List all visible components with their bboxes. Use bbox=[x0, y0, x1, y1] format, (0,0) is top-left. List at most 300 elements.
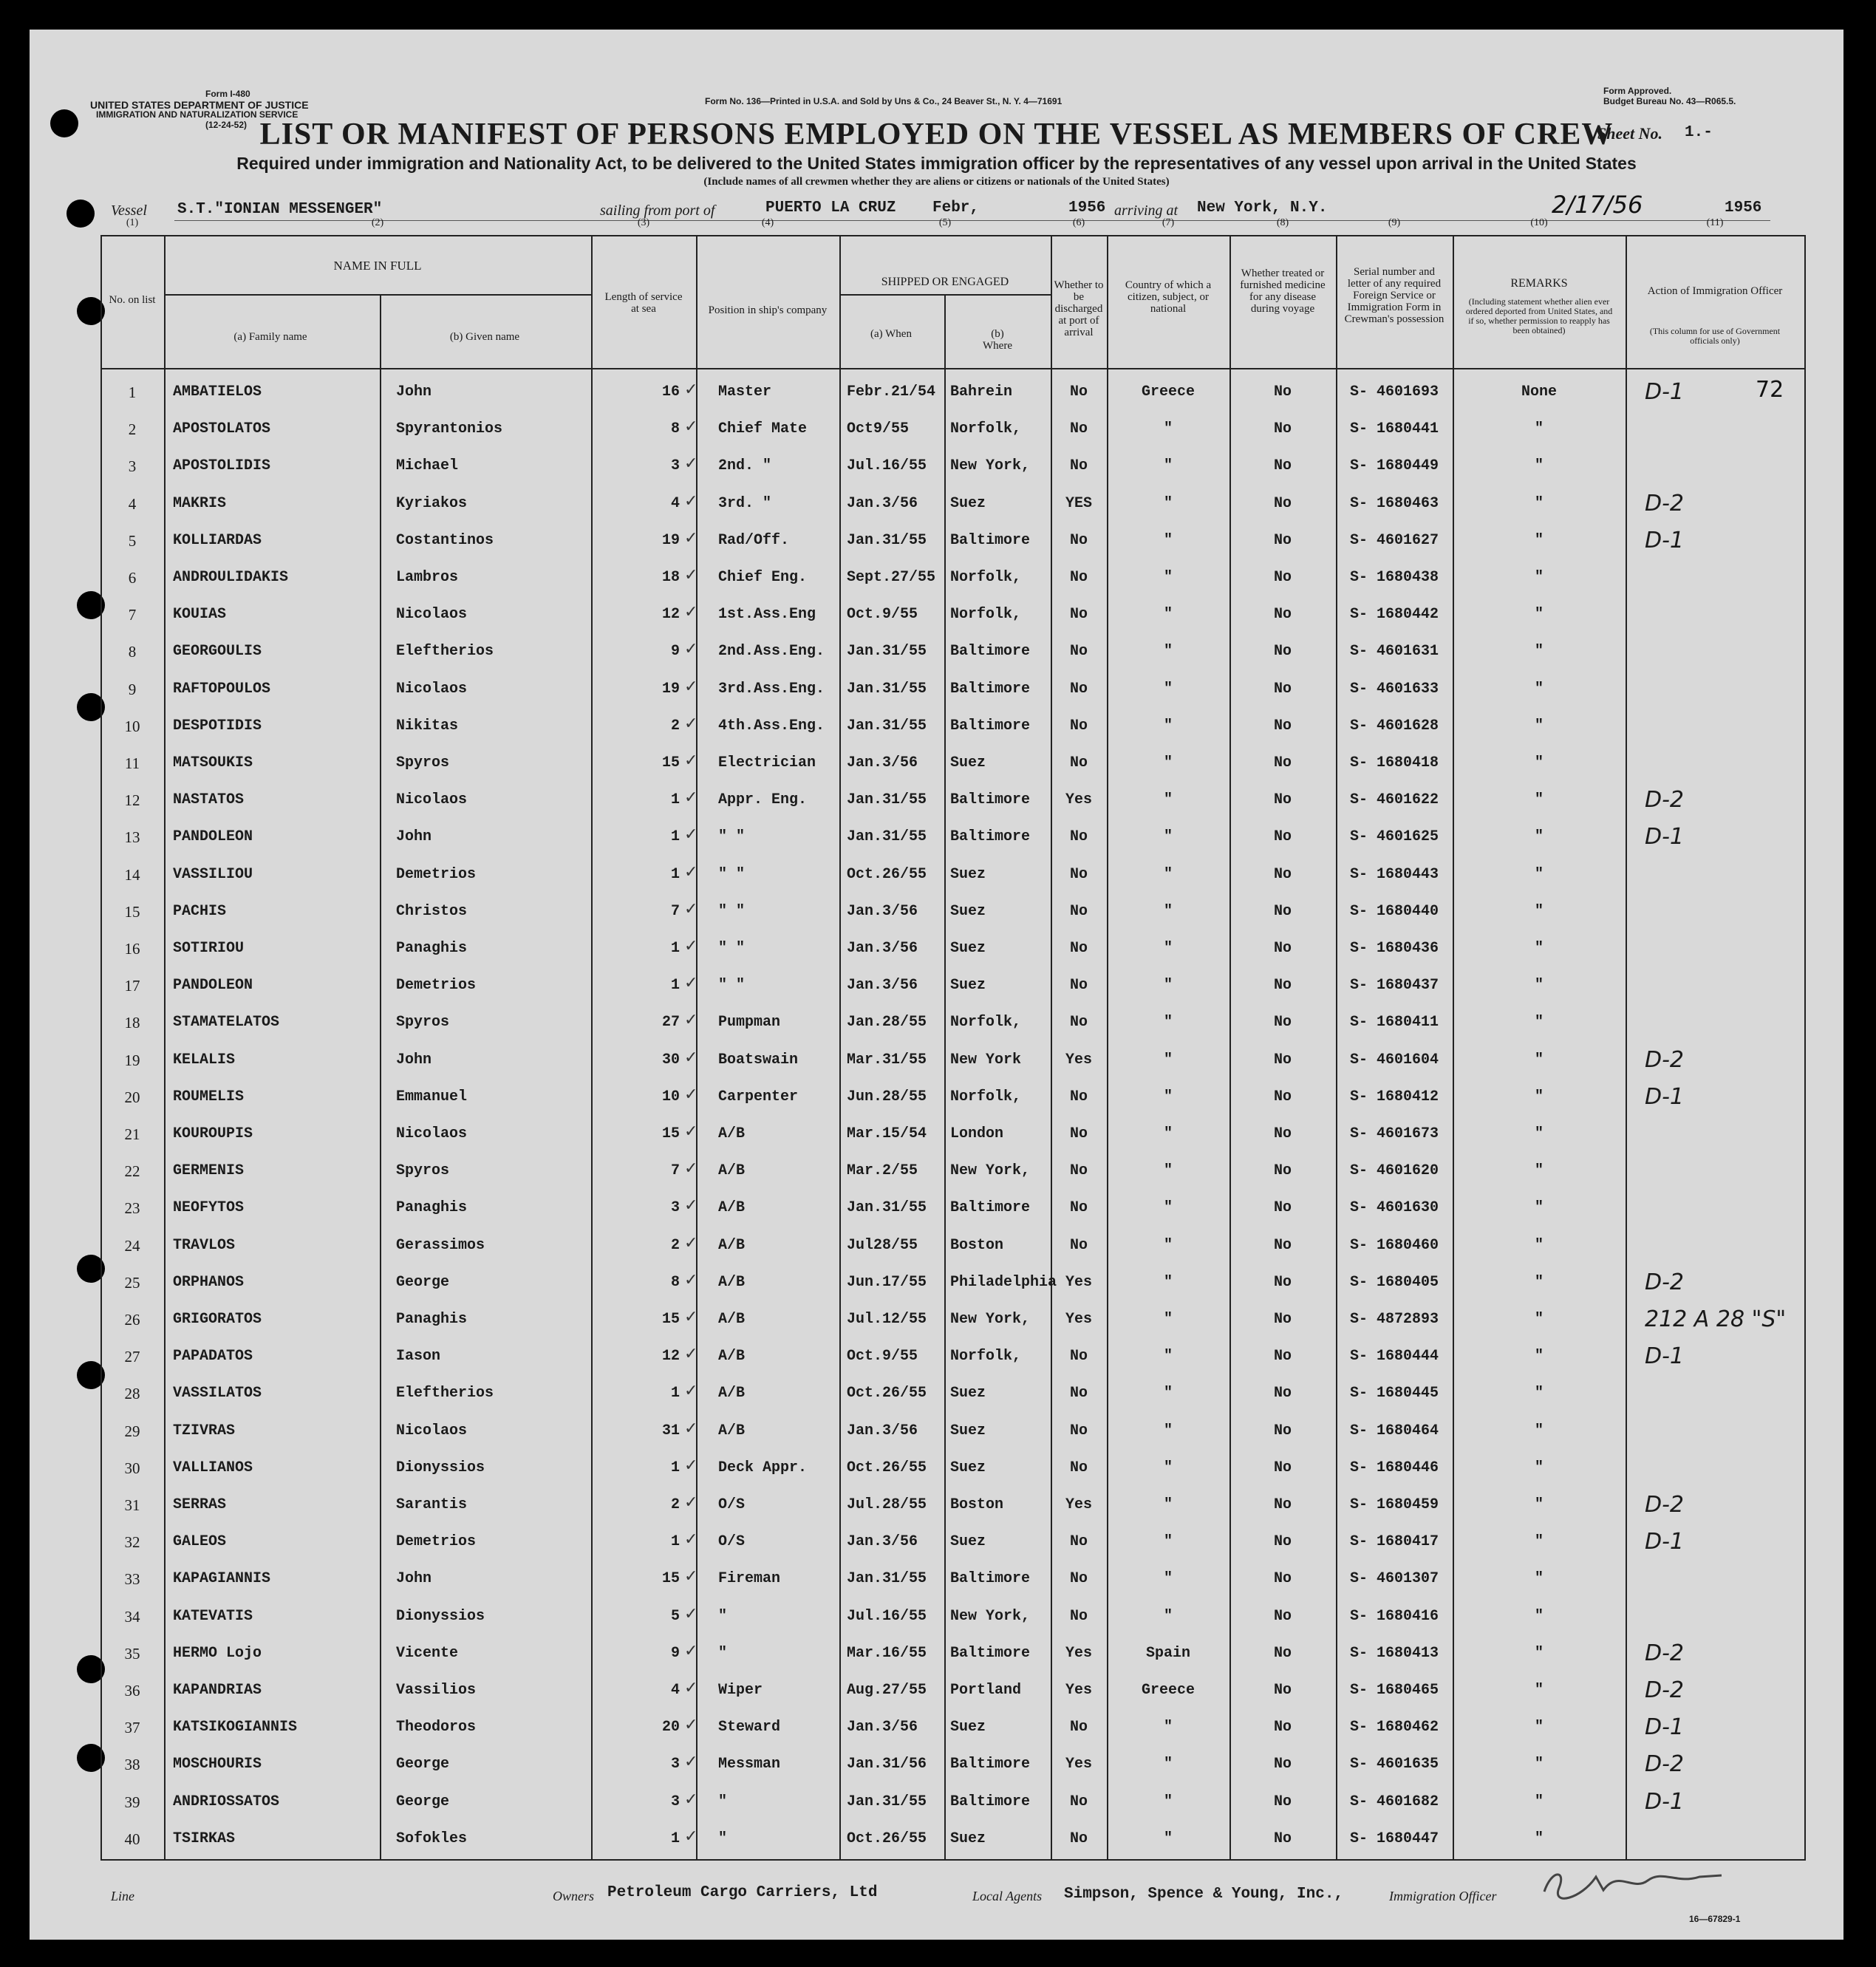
shipped-when: Jan.31/55 bbox=[847, 531, 927, 549]
col11-number: (11) bbox=[1706, 217, 1724, 228]
shipped-when: Jan.3/56 bbox=[847, 1422, 918, 1439]
position: " " bbox=[718, 828, 746, 846]
shipped-where: Norfolk, bbox=[950, 569, 1022, 586]
serial-number: S- 1680446 bbox=[1349, 1459, 1439, 1476]
service-length: 7 bbox=[670, 902, 680, 920]
shipped-where: Suez bbox=[950, 865, 986, 883]
shipped-where: Baltimore bbox=[950, 717, 1031, 734]
country: " bbox=[1163, 1459, 1173, 1476]
medicine: No bbox=[1273, 531, 1292, 549]
check-mark-icon: ✓ bbox=[684, 1269, 698, 1289]
row-number: 19 bbox=[124, 1051, 140, 1069]
serial-number: S- 4601630 bbox=[1349, 1199, 1439, 1217]
officer-action: D-2 bbox=[1645, 490, 1685, 517]
remarks: " bbox=[1534, 1311, 1544, 1328]
row-number: 27 bbox=[124, 1348, 140, 1366]
check-mark-icon: ✓ bbox=[684, 1678, 698, 1697]
discharge: No bbox=[1069, 940, 1088, 957]
family-name: KOUROUPIS bbox=[173, 1125, 253, 1142]
medicine: No bbox=[1273, 754, 1292, 771]
serial-number: S- 1680463 bbox=[1349, 494, 1439, 512]
given-name: Nicolaos bbox=[396, 680, 468, 698]
budget-bureau: Budget Bureau No. 43—R065.5. bbox=[1603, 96, 1736, 106]
family-name: KAPANDRIAS bbox=[173, 1682, 262, 1699]
shipped-where: Suez bbox=[950, 1422, 986, 1439]
shipped-where: Norfolk, bbox=[950, 1348, 1022, 1366]
shipped-where: Baltimore bbox=[950, 643, 1031, 661]
discharge: Yes bbox=[1065, 1273, 1092, 1291]
position: A/B bbox=[718, 1311, 746, 1328]
shipped-when: Jan.3/56 bbox=[847, 494, 918, 512]
col11-note: (This column for use of Government officials only) bbox=[1649, 326, 1781, 346]
position: A/B bbox=[718, 1385, 746, 1402]
position: A/B bbox=[718, 1348, 746, 1366]
officer-action bbox=[1645, 1004, 1800, 1041]
printer-line: Form No. 136—Printed in U.S.A. and Sold by Uns & Co., 24 Beaver St., N. Y. 4—71691 bbox=[705, 96, 1063, 106]
position: " " bbox=[718, 902, 746, 920]
row-number: 22 bbox=[124, 1162, 140, 1181]
check-mark-icon: ✓ bbox=[684, 973, 698, 992]
family-name: VASSILATOS bbox=[173, 1385, 262, 1402]
row-number: 39 bbox=[124, 1793, 140, 1811]
table-row bbox=[100, 967, 1804, 1004]
check-mark-icon: ✓ bbox=[684, 1307, 698, 1326]
service: IMMIGRATION AND NATURALIZATION SERVICE bbox=[96, 109, 299, 120]
medicine: No bbox=[1273, 1348, 1292, 1366]
country: " bbox=[1163, 1607, 1173, 1625]
col2a-header: (a) Family name bbox=[233, 331, 307, 343]
shipped-where: Norfolk, bbox=[950, 1088, 1022, 1105]
row-number: 24 bbox=[124, 1236, 140, 1255]
row-number: 31 bbox=[124, 1496, 140, 1514]
check-mark-icon: ✓ bbox=[684, 1233, 698, 1252]
serial-number: S- 1680444 bbox=[1349, 1348, 1439, 1366]
row-number: 23 bbox=[124, 1199, 140, 1218]
row-number: 8 bbox=[128, 643, 137, 661]
service-length: 1 bbox=[670, 940, 680, 957]
shipped-where: Boston bbox=[950, 1496, 1004, 1513]
check-mark-icon: ✓ bbox=[684, 751, 698, 769]
service-length: 12 bbox=[661, 1348, 680, 1366]
row-number: 20 bbox=[124, 1088, 140, 1106]
medicine: No bbox=[1273, 680, 1292, 698]
country: " bbox=[1163, 1385, 1173, 1402]
service-length: 1 bbox=[670, 1533, 680, 1551]
officer-action bbox=[1645, 893, 1800, 930]
shipped-when: Oct.9/55 bbox=[847, 1348, 918, 1366]
family-name: NASTATOS bbox=[173, 791, 245, 809]
remarks: " bbox=[1534, 1570, 1544, 1588]
check-mark-icon: ✓ bbox=[684, 1122, 698, 1140]
serial-number: S- 1680416 bbox=[1349, 1607, 1439, 1625]
service-length: 30 bbox=[661, 1051, 680, 1068]
col11-header: Action of Immigration Officer bbox=[1647, 285, 1783, 297]
country: " bbox=[1163, 680, 1173, 698]
officer-action bbox=[1645, 745, 1800, 782]
family-name: GERMENIS bbox=[173, 1162, 245, 1180]
medicine: No bbox=[1273, 1125, 1292, 1142]
position: " bbox=[718, 1644, 728, 1662]
family-name: PACHIS bbox=[173, 902, 227, 920]
col2-number: (2) bbox=[371, 217, 384, 228]
col2-header: NAME IN FULL bbox=[333, 259, 422, 273]
shipped-where: New York, bbox=[950, 1607, 1031, 1625]
family-name: HERMO Lojo bbox=[173, 1644, 262, 1662]
table-row bbox=[100, 819, 1804, 856]
shipped-where: Suez bbox=[950, 977, 986, 995]
discharge: No bbox=[1069, 1830, 1088, 1847]
remarks: " bbox=[1534, 680, 1544, 698]
check-mark-icon: ✓ bbox=[684, 528, 698, 547]
given-name: Eleftherios bbox=[396, 1385, 494, 1402]
remarks: " bbox=[1534, 1682, 1544, 1699]
shipped-when: Oct9/55 bbox=[847, 420, 910, 438]
given-name: Iason bbox=[396, 1348, 441, 1366]
col8-header: Whether treated or furnished medicine for any disease during voyage bbox=[1240, 267, 1326, 315]
officer-action: D-1 bbox=[1645, 1714, 1685, 1741]
table-row bbox=[100, 1709, 1804, 1746]
position: Fireman bbox=[718, 1570, 781, 1588]
remarks: " bbox=[1534, 1719, 1544, 1736]
serial-number: S- 1680417 bbox=[1349, 1533, 1439, 1551]
family-name: GRIGORATOS bbox=[173, 1311, 262, 1328]
family-name: APOSTOLIDIS bbox=[173, 457, 271, 475]
check-mark-icon: ✓ bbox=[684, 1381, 698, 1400]
sailing-label: sailing from port of bbox=[600, 202, 715, 219]
serial-number: S- 4601625 bbox=[1349, 828, 1439, 846]
medicine: No bbox=[1273, 791, 1292, 809]
row-number: 9 bbox=[128, 680, 137, 698]
medicine: No bbox=[1273, 569, 1292, 586]
table-row bbox=[100, 1375, 1804, 1412]
shipped-where: Norfolk, bbox=[950, 606, 1022, 624]
country: " bbox=[1163, 940, 1173, 957]
given-name: Nikitas bbox=[396, 717, 459, 734]
row-number: 30 bbox=[124, 1459, 140, 1477]
country: " bbox=[1163, 1162, 1173, 1180]
shipped-when: Jun.17/55 bbox=[847, 1273, 927, 1291]
remarks: " bbox=[1534, 1273, 1544, 1291]
row-number: 40 bbox=[124, 1830, 140, 1848]
col10-number: (10) bbox=[1530, 217, 1548, 228]
given-name: Panaghis bbox=[396, 1311, 468, 1328]
serial-number: S- 1680464 bbox=[1349, 1422, 1439, 1439]
discharge: No bbox=[1069, 1570, 1088, 1588]
remarks: " bbox=[1534, 643, 1544, 661]
country: " bbox=[1163, 1051, 1173, 1068]
remarks: " bbox=[1534, 902, 1544, 920]
given-name: Vassilios bbox=[396, 1682, 477, 1699]
country: " bbox=[1163, 1570, 1173, 1588]
shipped-where: Norfolk, bbox=[950, 1014, 1022, 1032]
service-length: 1 bbox=[670, 1830, 680, 1847]
table-row bbox=[100, 856, 1804, 893]
check-mark-icon: ✓ bbox=[684, 454, 698, 473]
shipped-when: Mar.31/55 bbox=[847, 1051, 927, 1068]
serial-number: S- 4601622 bbox=[1349, 791, 1439, 809]
discharge: No bbox=[1069, 643, 1088, 661]
discharge: Yes bbox=[1065, 1051, 1092, 1068]
service-length: 8 bbox=[670, 420, 680, 438]
position: A/B bbox=[718, 1199, 746, 1217]
country: " bbox=[1163, 717, 1173, 734]
officer-label: Immigration Officer bbox=[1389, 1889, 1497, 1903]
officer-action bbox=[1645, 1190, 1800, 1227]
table-row bbox=[100, 1524, 1804, 1561]
discharge: No bbox=[1069, 1199, 1088, 1217]
table-row bbox=[100, 633, 1804, 670]
arrival-year: 1956 bbox=[1725, 200, 1762, 217]
shipped-when: Oct.9/55 bbox=[847, 606, 918, 624]
crew-table bbox=[100, 217, 1806, 1861]
medicine: No bbox=[1273, 1644, 1292, 1662]
officer-action bbox=[1645, 1821, 1800, 1858]
officer-action: D-2 bbox=[1645, 1269, 1685, 1295]
officer-action: D-1 bbox=[1645, 1083, 1685, 1110]
medicine: No bbox=[1273, 383, 1292, 400]
country: Greece bbox=[1141, 383, 1195, 400]
family-name: VASSILIOU bbox=[173, 865, 253, 883]
sheet-number: 1.- bbox=[1685, 124, 1713, 141]
row-number: 11 bbox=[124, 754, 140, 772]
officer-action bbox=[1645, 856, 1800, 893]
col3-header: Length of service at sea bbox=[604, 291, 683, 315]
service-length: 20 bbox=[661, 1719, 680, 1736]
country: Spain bbox=[1145, 1644, 1190, 1662]
family-name: PANDOLEON bbox=[173, 828, 253, 846]
serial-number: S- 4601627 bbox=[1349, 531, 1439, 549]
serial-number: S- 4601631 bbox=[1349, 643, 1439, 661]
service-length: 19 bbox=[661, 531, 680, 549]
row-number: 3 bbox=[128, 457, 137, 476]
position: 2nd.Ass.Eng. bbox=[718, 643, 825, 661]
service-length: 7 bbox=[670, 1162, 680, 1180]
given-name: Michael bbox=[396, 457, 459, 475]
remarks: " bbox=[1534, 457, 1544, 475]
country: " bbox=[1163, 1088, 1173, 1105]
arriving-port: New York, N.Y. bbox=[1197, 200, 1328, 217]
col6-header: Whether to be discharged at port of arrival bbox=[1054, 279, 1104, 338]
row-number: 34 bbox=[124, 1607, 140, 1626]
table-row bbox=[100, 1004, 1804, 1041]
check-mark-icon: ✓ bbox=[684, 565, 698, 584]
given-name: Spyros bbox=[396, 754, 450, 771]
remarks: " bbox=[1534, 531, 1544, 549]
position: 3rd. " bbox=[718, 494, 772, 512]
shipped-when: Febr.21/54 bbox=[847, 383, 936, 400]
service-length: 15 bbox=[661, 1311, 680, 1328]
check-mark-icon: ✓ bbox=[684, 602, 698, 621]
remarks: " bbox=[1534, 494, 1544, 512]
medicine: No bbox=[1273, 1496, 1292, 1513]
serial-number: S- 4601604 bbox=[1349, 1051, 1439, 1068]
discharge: No bbox=[1069, 1162, 1088, 1180]
row-number: 12 bbox=[124, 791, 140, 810]
table-row bbox=[100, 1042, 1804, 1079]
check-mark-icon: ✓ bbox=[684, 639, 698, 658]
officer-action bbox=[1645, 1153, 1800, 1190]
given-name: John bbox=[396, 1051, 432, 1068]
table-row bbox=[100, 1190, 1804, 1227]
row-number: 10 bbox=[124, 717, 140, 735]
service-length: 15 bbox=[661, 1125, 680, 1142]
officer-action bbox=[1645, 1375, 1800, 1412]
medicine: No bbox=[1273, 1719, 1292, 1736]
position: Wiper bbox=[718, 1682, 763, 1699]
country: " bbox=[1163, 902, 1173, 920]
given-name: Nicolaos bbox=[396, 1422, 468, 1439]
given-name: John bbox=[396, 383, 432, 400]
medicine: No bbox=[1273, 828, 1292, 846]
serial-number: S- 1680405 bbox=[1349, 1273, 1439, 1291]
medicine: No bbox=[1273, 1533, 1292, 1551]
officer-action: D-1 bbox=[1645, 379, 1685, 405]
given-name: Eleftherios bbox=[396, 643, 494, 661]
check-mark-icon: ✓ bbox=[684, 1752, 698, 1771]
check-mark-icon: ✓ bbox=[684, 1567, 698, 1586]
service-length: 2 bbox=[670, 1496, 680, 1513]
medicine: No bbox=[1273, 1236, 1292, 1254]
discharge: No bbox=[1069, 1014, 1088, 1032]
remarks: " bbox=[1534, 1385, 1544, 1402]
shipped-when: Jan.31/55 bbox=[847, 1199, 927, 1217]
serial-number: S- 1680465 bbox=[1349, 1682, 1439, 1699]
remarks: " bbox=[1534, 1496, 1544, 1513]
discharge: Yes bbox=[1065, 1644, 1092, 1662]
table-row bbox=[100, 1338, 1804, 1375]
department: UNITED STATES DEPARTMENT OF JUSTICE bbox=[90, 99, 309, 111]
serial-number: S- 4601693 bbox=[1349, 383, 1439, 400]
officer-action: D-2 bbox=[1645, 1492, 1685, 1518]
position: Messman bbox=[718, 1756, 781, 1773]
serial-number: S- 4601628 bbox=[1349, 717, 1439, 734]
officer-action: D-2 bbox=[1645, 1677, 1685, 1703]
officer-action bbox=[1645, 930, 1800, 967]
table-row bbox=[100, 1635, 1804, 1672]
given-name: Dionyssios bbox=[396, 1459, 485, 1476]
serial-number: S- 1680443 bbox=[1349, 865, 1439, 883]
discharge: No bbox=[1069, 1719, 1088, 1736]
country: " bbox=[1163, 1311, 1173, 1328]
position: Rad/Off. bbox=[718, 531, 790, 549]
table-row bbox=[100, 782, 1804, 819]
position: 3rd.Ass.Eng. bbox=[718, 680, 825, 698]
manifest-sheet bbox=[30, 30, 1843, 1940]
given-name: George bbox=[396, 1273, 450, 1291]
shipped-when: Jan.31/55 bbox=[847, 791, 927, 809]
country: " bbox=[1163, 754, 1173, 771]
discharge: No bbox=[1069, 457, 1088, 475]
family-name: KELALIS bbox=[173, 1051, 236, 1068]
check-mark-icon: ✓ bbox=[684, 1640, 698, 1660]
table-row bbox=[100, 671, 1804, 708]
shipped-where: Baltimore bbox=[950, 1199, 1031, 1217]
table-row bbox=[100, 1598, 1804, 1635]
table-row bbox=[100, 1672, 1804, 1709]
remarks: " bbox=[1534, 940, 1544, 957]
row-number: 36 bbox=[124, 1682, 140, 1700]
serial-number: S- 1680411 bbox=[1349, 1014, 1439, 1032]
shipped-where: New York, bbox=[950, 1311, 1031, 1328]
check-mark-icon: ✓ bbox=[684, 1418, 698, 1437]
medicine: No bbox=[1273, 1199, 1292, 1217]
table-row bbox=[100, 448, 1804, 485]
country: " bbox=[1163, 1014, 1173, 1032]
country: " bbox=[1163, 1125, 1173, 1142]
check-mark-icon: ✓ bbox=[684, 1084, 698, 1103]
check-mark-icon: ✓ bbox=[684, 1047, 698, 1066]
officer-action bbox=[1645, 596, 1800, 633]
table-row bbox=[100, 411, 1804, 448]
col9-number: (9) bbox=[1388, 217, 1401, 228]
position: A/B bbox=[718, 1236, 746, 1254]
country: " bbox=[1163, 1719, 1173, 1736]
shipped-where: Suez bbox=[950, 1830, 986, 1847]
position: Pumpman bbox=[718, 1014, 781, 1032]
officer-action bbox=[1645, 1116, 1800, 1153]
discharge: No bbox=[1069, 754, 1088, 771]
serial-number: S- 1680445 bbox=[1349, 1385, 1439, 1402]
family-name: SERRAS bbox=[173, 1496, 227, 1513]
family-name: NEOFYTOS bbox=[173, 1199, 245, 1217]
check-mark-icon: ✓ bbox=[684, 491, 698, 510]
family-name: KOUIAS bbox=[173, 606, 227, 624]
check-mark-icon: ✓ bbox=[684, 1455, 698, 1474]
discharge: No bbox=[1069, 1793, 1088, 1810]
service-length: 10 bbox=[661, 1088, 680, 1105]
medicine: No bbox=[1273, 1793, 1292, 1810]
given-name: John bbox=[396, 1570, 432, 1588]
row-number: 7 bbox=[128, 606, 137, 624]
country: " bbox=[1163, 1199, 1173, 1217]
remarks: " bbox=[1534, 606, 1544, 624]
officer-action bbox=[1645, 1413, 1800, 1450]
serial-number: S- 4601673 bbox=[1349, 1125, 1439, 1142]
line-label: Line bbox=[111, 1889, 135, 1903]
check-mark-icon: ✓ bbox=[684, 936, 698, 955]
check-mark-icon: ✓ bbox=[684, 788, 698, 807]
table-row bbox=[100, 1746, 1804, 1783]
discharge: Yes bbox=[1065, 1311, 1092, 1328]
remarks: " bbox=[1534, 569, 1544, 586]
remarks: " bbox=[1534, 1607, 1544, 1625]
table-row bbox=[100, 1561, 1804, 1598]
remarks: " bbox=[1534, 1756, 1544, 1773]
officer-action bbox=[1645, 633, 1800, 670]
remarks: " bbox=[1534, 1793, 1544, 1810]
row-number: 15 bbox=[124, 902, 140, 921]
family-name: VALLIANOS bbox=[173, 1459, 253, 1476]
country: Greece bbox=[1141, 1682, 1195, 1699]
medicine: No bbox=[1273, 457, 1292, 475]
officer-action bbox=[1645, 671, 1800, 708]
service-length: 1 bbox=[670, 791, 680, 809]
shipped-when: Jan.31/55 bbox=[847, 717, 927, 734]
family-name: SOTIRIOU bbox=[173, 940, 245, 957]
given-name: Vicente bbox=[396, 1644, 459, 1662]
shipped-when: Jul.28/55 bbox=[847, 1496, 927, 1513]
row-number: 29 bbox=[124, 1422, 140, 1440]
shipped-where: New York, bbox=[950, 1162, 1031, 1180]
agents-value: Simpson, Spence & Young, Inc., bbox=[1064, 1886, 1344, 1903]
position: 4th.Ass.Eng. bbox=[718, 717, 825, 734]
service-length: 4 bbox=[670, 494, 680, 512]
given-name: Demetrios bbox=[396, 865, 477, 883]
remarks: " bbox=[1534, 865, 1544, 883]
sheet-label: Sheet No. bbox=[1597, 124, 1662, 143]
serial-number: S- 4601620 bbox=[1349, 1162, 1439, 1180]
discharge: Yes bbox=[1065, 791, 1092, 809]
